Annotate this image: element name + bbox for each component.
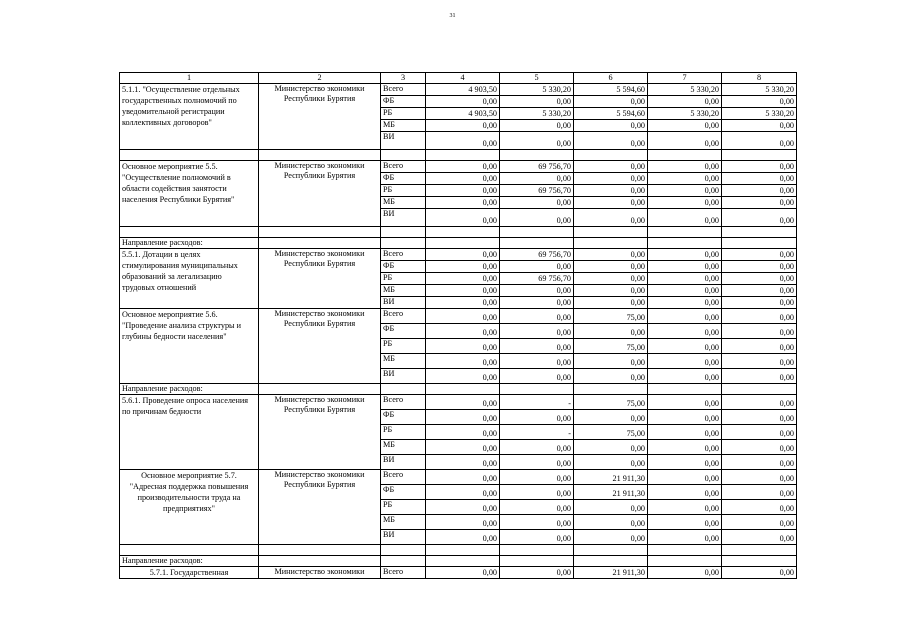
funding-source: ФБ [381, 324, 426, 339]
empty-cell [259, 227, 381, 238]
amount-cell: 0,00 [648, 567, 722, 579]
empty-cell [120, 150, 259, 161]
amount-cell: 0,00 [500, 354, 574, 369]
amount-cell: 0,00 [426, 197, 500, 209]
amount-cell: 0,00 [500, 209, 574, 227]
amount-cell: 0,00 [426, 285, 500, 297]
amount-cell: 0,00 [500, 96, 574, 108]
empty-cell [500, 227, 574, 238]
empty-cell [259, 545, 381, 556]
activity-description: 5.7.1. Государственная [120, 567, 259, 579]
col-header: 4 [426, 73, 500, 84]
funding-source: РБ [381, 500, 426, 515]
amount-cell: 0,00 [648, 339, 722, 354]
amount-cell: 0,00 [574, 261, 648, 273]
empty-cell [648, 238, 722, 249]
amount-cell: 0,00 [648, 132, 722, 150]
amount-cell: 75,00 [574, 395, 648, 410]
amount-cell: 69 756,70 [500, 185, 574, 197]
amount-cell: 0,00 [426, 132, 500, 150]
empty-cell [500, 238, 574, 249]
amount-cell: 0,00 [648, 369, 722, 384]
amount-cell: 0,00 [648, 470, 722, 485]
funding-source: ФБ [381, 410, 426, 425]
amount-cell: 0,00 [426, 567, 500, 579]
empty-cell [500, 545, 574, 556]
amount-cell: 0,00 [574, 132, 648, 150]
amount-cell: 0,00 [722, 120, 797, 132]
amount-cell: 0,00 [722, 309, 797, 324]
amount-cell: 0,00 [574, 440, 648, 455]
amount-cell: 5 594,60 [574, 84, 648, 96]
amount-cell: 0,00 [426, 309, 500, 324]
amount-cell: 0,00 [574, 249, 648, 261]
empty-cell [574, 227, 648, 238]
empty-cell [648, 556, 722, 567]
empty-cell [426, 556, 500, 567]
amount-cell: 0,00 [574, 120, 648, 132]
funding-source: МБ [381, 354, 426, 369]
amount-cell: 0,00 [426, 530, 500, 545]
amount-cell: 0,00 [722, 395, 797, 410]
amount-cell: 0,00 [722, 285, 797, 297]
empty-cell [500, 556, 574, 567]
funding-source: ВИ [381, 455, 426, 470]
amount-cell: 0,00 [648, 324, 722, 339]
amount-cell: 0,00 [574, 515, 648, 530]
direction-row [120, 384, 797, 395]
amount-cell: 0,00 [426, 515, 500, 530]
amount-cell: 0,00 [648, 185, 722, 197]
amount-cell: 0,00 [426, 209, 500, 227]
funding-source: РБ [381, 273, 426, 285]
amount-cell: 5 330,20 [648, 108, 722, 120]
amount-cell: 0,00 [648, 273, 722, 285]
amount-cell: 0,00 [426, 470, 500, 485]
amount-cell: 0,00 [722, 297, 797, 309]
amount-cell: 0,00 [500, 470, 574, 485]
amount-cell: 0,00 [500, 530, 574, 545]
funding-source: МБ [381, 285, 426, 297]
empty-cell [259, 556, 381, 567]
executor-cell: Министерство экономики Республики Бурятия [259, 249, 381, 309]
funding-source: Всего [381, 161, 426, 173]
direction-row [120, 556, 797, 567]
funding-source: МБ [381, 197, 426, 209]
spacer-row [120, 150, 797, 161]
amount-cell: 0,00 [574, 500, 648, 515]
amount-cell: 0,00 [500, 285, 574, 297]
funding-source: МБ [381, 440, 426, 455]
amount-cell: 5 330,20 [500, 108, 574, 120]
amount-cell: 0,00 [648, 197, 722, 209]
col-header: 8 [722, 73, 797, 84]
amount-cell: 0,00 [426, 425, 500, 440]
amount-cell: 0,00 [648, 410, 722, 425]
empty-cell [722, 238, 797, 249]
amount-cell: 0,00 [722, 96, 797, 108]
empty-cell [426, 238, 500, 249]
amount-cell: 0,00 [722, 567, 797, 579]
amount-cell: 0,00 [722, 440, 797, 455]
amount-cell: 0,00 [426, 410, 500, 425]
header-row [120, 73, 797, 84]
activity-description: Основное мероприятие 5.5. "Осуществление полномочий в области содействия занятости населения Республики Бурятия" [120, 161, 259, 227]
direction-label: Направление расходов: [120, 238, 259, 249]
amount-cell: 0,00 [574, 96, 648, 108]
activity-description: 5.6.1. Проведение опроса населения по причинам бедности [120, 395, 259, 470]
funding-source: Всего [381, 567, 426, 579]
amount-cell: 0,00 [722, 369, 797, 384]
empty-cell [381, 227, 426, 238]
amount-cell: 0,00 [426, 440, 500, 455]
table-row [120, 249, 797, 261]
amount-cell: 21 911,30 [574, 470, 648, 485]
amount-cell: 0,00 [722, 530, 797, 545]
executor-cell: Министерство экономики Республики Бурятия [259, 84, 381, 150]
empty-cell [381, 150, 426, 161]
amount-cell: 21 911,30 [574, 567, 648, 579]
amount-cell: - [500, 425, 574, 440]
amount-cell: 0,00 [500, 309, 574, 324]
empty-cell [500, 150, 574, 161]
funding-source: РБ [381, 185, 426, 197]
amount-cell: 0,00 [426, 369, 500, 384]
amount-cell: 0,00 [574, 410, 648, 425]
amount-cell: 75,00 [574, 339, 648, 354]
amount-cell: 0,00 [426, 120, 500, 132]
amount-cell: 0,00 [574, 209, 648, 227]
empty-cell [574, 150, 648, 161]
empty-cell [426, 150, 500, 161]
empty-cell [648, 545, 722, 556]
spacer-row [120, 545, 797, 556]
funding-source: ФБ [381, 485, 426, 500]
amount-cell: 0,00 [426, 395, 500, 410]
funding-source: Всего [381, 309, 426, 324]
empty-cell [381, 384, 426, 395]
amount-cell: 75,00 [574, 309, 648, 324]
empty-cell [722, 384, 797, 395]
amount-cell: 4 903,50 [426, 108, 500, 120]
amount-cell: 0,00 [500, 485, 574, 500]
executor-cell: Министерство экономики Республики Бурятия [259, 161, 381, 227]
activity-description: 5.1.1. "Осуществление отдельных государственных полномочий по уведомительной регистрации коллективных договоров" [120, 84, 259, 150]
amount-cell: 0,00 [722, 185, 797, 197]
amount-cell: 0,00 [648, 261, 722, 273]
col-header: 6 [574, 73, 648, 84]
empty-cell [500, 384, 574, 395]
amount-cell: 0,00 [648, 455, 722, 470]
amount-cell: 0,00 [426, 273, 500, 285]
funding-source: Всего [381, 84, 426, 96]
amount-cell: 21 911,30 [574, 485, 648, 500]
amount-cell: 5 330,20 [500, 84, 574, 96]
empty-cell [722, 556, 797, 567]
amount-cell: 0,00 [574, 185, 648, 197]
amount-cell: 5 330,20 [648, 84, 722, 96]
amount-cell: 0,00 [426, 185, 500, 197]
empty-cell [722, 545, 797, 556]
amount-cell: 0,00 [574, 173, 648, 185]
amount-cell: 0,00 [574, 297, 648, 309]
amount-cell: 0,00 [722, 515, 797, 530]
executor-cell: Министерство экономики Республики Бурятия [259, 309, 381, 384]
amount-cell: 69 756,70 [500, 273, 574, 285]
empty-cell [574, 545, 648, 556]
amount-cell: 0,00 [500, 455, 574, 470]
amount-cell: 0,00 [426, 173, 500, 185]
amount-cell: 0,00 [574, 161, 648, 173]
direction-label: Направление расходов: [120, 556, 259, 567]
table-row [120, 567, 797, 579]
amount-cell: 0,00 [500, 515, 574, 530]
amount-cell: 0,00 [426, 249, 500, 261]
amount-cell: 0,00 [648, 309, 722, 324]
page-number: 31 [449, 13, 456, 19]
funding-source: РБ [381, 339, 426, 354]
amount-cell: 0,00 [648, 96, 722, 108]
amount-cell: 0,00 [426, 485, 500, 500]
amount-cell: 0,00 [574, 455, 648, 470]
activity-description: Основное мероприятие 5.7. "Адресная поддержка повышения производительности труда на предприятиях" [120, 470, 259, 545]
amount-cell: 0,00 [426, 324, 500, 339]
empty-cell [722, 150, 797, 161]
funding-source: ФБ [381, 173, 426, 185]
amount-cell: 0,00 [500, 132, 574, 150]
empty-cell [120, 545, 259, 556]
funding-source: МБ [381, 515, 426, 530]
amount-cell: 0,00 [500, 410, 574, 425]
funding-source: РБ [381, 108, 426, 120]
amount-cell: 5 330,20 [722, 108, 797, 120]
table-row [120, 309, 797, 324]
empty-cell [259, 150, 381, 161]
amount-cell: 0,00 [722, 132, 797, 150]
empty-cell [574, 238, 648, 249]
amount-cell: 0,00 [500, 261, 574, 273]
executor-cell: Министерство экономики Республики Бурятия [259, 470, 381, 545]
amount-cell: 0,00 [426, 96, 500, 108]
table-row [120, 470, 797, 485]
funding-source: Всего [381, 470, 426, 485]
funding-source: ВИ [381, 297, 426, 309]
amount-cell: 0,00 [722, 455, 797, 470]
amount-cell: 0,00 [426, 455, 500, 470]
empty-cell [574, 384, 648, 395]
empty-cell [381, 238, 426, 249]
col-header: 1 [120, 73, 259, 84]
amount-cell: 0,00 [574, 324, 648, 339]
amount-cell: 0,00 [500, 440, 574, 455]
amount-cell: 0,00 [722, 485, 797, 500]
amount-cell: 0,00 [648, 500, 722, 515]
amount-cell: 0,00 [648, 515, 722, 530]
funding-source: ВИ [381, 530, 426, 545]
amount-cell: 0,00 [648, 285, 722, 297]
direction-row [120, 238, 797, 249]
amount-cell: 0,00 [648, 354, 722, 369]
empty-cell [648, 227, 722, 238]
amount-cell: 5 594,60 [574, 108, 648, 120]
empty-cell [426, 384, 500, 395]
amount-cell: 0,00 [722, 500, 797, 515]
amount-cell: 0,00 [648, 161, 722, 173]
funding-source: ВИ [381, 209, 426, 227]
empty-cell [574, 556, 648, 567]
amount-cell: 0,00 [500, 324, 574, 339]
amount-cell: 0,00 [722, 273, 797, 285]
executor-cell: Министерство экономики Республики Бурятия [259, 395, 381, 470]
empty-cell [259, 238, 381, 249]
amount-cell: 0,00 [648, 395, 722, 410]
amount-cell: 0,00 [722, 173, 797, 185]
amount-cell: 0,00 [722, 324, 797, 339]
amount-cell: 0,00 [648, 249, 722, 261]
empty-cell [426, 545, 500, 556]
amount-cell: 4 903,50 [426, 84, 500, 96]
funding-source: Всего [381, 395, 426, 410]
amount-cell: 0,00 [722, 197, 797, 209]
funding-source: РБ [381, 425, 426, 440]
amount-cell: 0,00 [500, 369, 574, 384]
table-row [120, 84, 797, 96]
amount-cell: 0,00 [426, 261, 500, 273]
amount-cell: 0,00 [648, 173, 722, 185]
amount-cell: 0,00 [648, 485, 722, 500]
col-header: 7 [648, 73, 722, 84]
table-row [120, 395, 797, 410]
activity-description: Основное мероприятие 5.6. "Проведение анализа структуры и глубины бедности населения" [120, 309, 259, 384]
empty-cell [259, 384, 381, 395]
budget-table [119, 72, 797, 579]
amount-cell: 0,00 [722, 339, 797, 354]
amount-cell: 0,00 [722, 209, 797, 227]
amount-cell: 0,00 [426, 161, 500, 173]
amount-cell: 0,00 [722, 354, 797, 369]
amount-cell: 0,00 [574, 369, 648, 384]
amount-cell: 0,00 [722, 470, 797, 485]
empty-cell [381, 556, 426, 567]
amount-cell: 0,00 [648, 425, 722, 440]
amount-cell: 0,00 [500, 500, 574, 515]
funding-source: ВИ [381, 132, 426, 150]
amount-cell: 69 756,70 [500, 161, 574, 173]
amount-cell: 0,00 [574, 197, 648, 209]
empty-cell [722, 227, 797, 238]
funding-source: ФБ [381, 96, 426, 108]
empty-cell [120, 227, 259, 238]
amount-cell: 0,00 [722, 410, 797, 425]
amount-cell: - [500, 395, 574, 410]
executor-cell: Министерство экономики [259, 567, 381, 579]
amount-cell: 0,00 [574, 354, 648, 369]
empty-cell [381, 545, 426, 556]
funding-source: Всего [381, 249, 426, 261]
amount-cell: 0,00 [426, 339, 500, 354]
col-header: 5 [500, 73, 574, 84]
amount-cell: 0,00 [574, 285, 648, 297]
amount-cell: 0,00 [648, 530, 722, 545]
amount-cell: 0,00 [648, 209, 722, 227]
spacer-row [120, 227, 797, 238]
amount-cell: 5 330,20 [722, 84, 797, 96]
empty-cell [648, 384, 722, 395]
amount-cell: 0,00 [500, 297, 574, 309]
funding-source: ФБ [381, 261, 426, 273]
amount-cell: 0,00 [426, 297, 500, 309]
amount-cell: 0,00 [500, 173, 574, 185]
amount-cell: 0,00 [574, 273, 648, 285]
direction-label: Направление расходов: [120, 384, 259, 395]
activity-description: 5.5.1. Дотации в целях стимулирования муниципальных образований за легализацию трудовых отношений [120, 249, 259, 309]
amount-cell: 0,00 [722, 249, 797, 261]
amount-cell: 0,00 [500, 120, 574, 132]
empty-cell [648, 150, 722, 161]
col-header: 3 [381, 73, 426, 84]
table-row [120, 161, 797, 173]
col-header: 2 [259, 73, 381, 84]
amount-cell: 0,00 [500, 197, 574, 209]
funding-source: ВИ [381, 369, 426, 384]
amount-cell: 75,00 [574, 425, 648, 440]
amount-cell: 0,00 [574, 530, 648, 545]
amount-cell: 0,00 [648, 297, 722, 309]
amount-cell: 0,00 [426, 500, 500, 515]
amount-cell: 0,00 [500, 339, 574, 354]
amount-cell: 0,00 [500, 567, 574, 579]
amount-cell: 69 756,70 [500, 249, 574, 261]
amount-cell: 0,00 [722, 161, 797, 173]
funding-source: МБ [381, 120, 426, 132]
empty-cell [426, 227, 500, 238]
amount-cell: 0,00 [648, 120, 722, 132]
amount-cell: 0,00 [648, 440, 722, 455]
amount-cell: 0,00 [722, 425, 797, 440]
amount-cell: 0,00 [722, 261, 797, 273]
amount-cell: 0,00 [426, 354, 500, 369]
